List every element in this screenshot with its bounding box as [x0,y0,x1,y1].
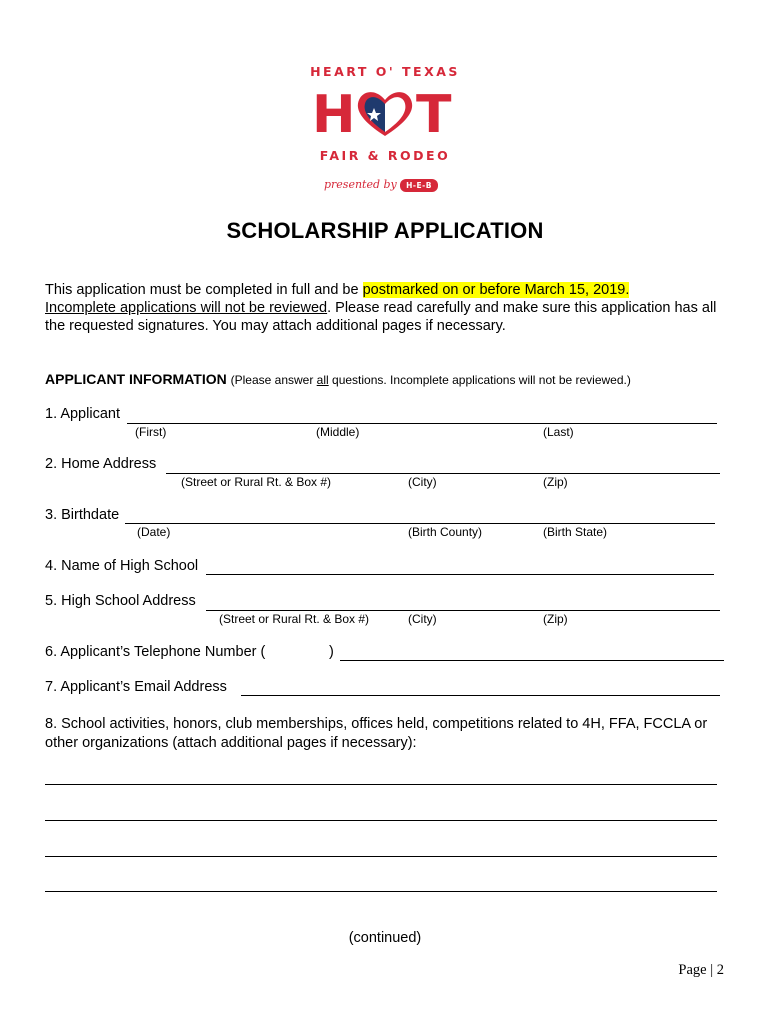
intro-text-2: . Please read carefully and make sure this application has all the requested signatures. You may attach additional pages if necessary. [45,300,717,334]
telephone-close-paren: ) [329,644,334,660]
birthdate-label: 3. Birthdate [45,507,120,523]
school-zip-caption: (Zip) [543,612,568,626]
school-street-caption: (Street or Rural Rt. & Box #) [219,612,370,626]
note-text-1: (Please answer [230,373,317,387]
birth-county-caption: (Birth County) [408,525,483,539]
telephone-field[interactable] [340,660,724,661]
applicant-label: 1. Applicant [45,406,120,422]
birthdate-field[interactable] [125,523,715,524]
intro-paragraph [45,281,735,335]
home-city-caption: (City) [408,475,437,489]
page-title: SCHOLARSHIP APPLICATION [226,218,544,243]
activities-line-1[interactable] [45,784,717,785]
logo-bottom-text: FAIR & RODEO [319,148,451,163]
school-city-caption: (City) [408,612,437,626]
continued-note: (continued) [348,930,422,946]
last-name-caption: (Last) [543,425,574,439]
home-address-label: 2. Home Address [45,456,157,472]
intro-text-1: This application must be completed in full and be [45,282,363,298]
presented-by-text: presented by [324,178,397,191]
section-note [231,373,631,387]
logo-letter-t: T [416,86,452,138]
incomplete-warning: Incomplete applications will not be reviewed [45,300,328,316]
page-number: Page | 2 [678,962,724,978]
logo-top-text: HEART O' TEXAS [310,64,460,79]
note-all: all [316,373,329,387]
email-field[interactable] [241,695,720,696]
applicant-name-field[interactable] [127,423,717,424]
home-address-field[interactable] [166,473,720,474]
high-school-field[interactable] [206,574,714,575]
activities-line-4[interactable] [45,891,717,892]
high-school-address-field[interactable] [206,610,720,611]
first-name-caption: (First) [135,425,167,439]
middle-name-caption: (Middle) [316,425,360,439]
deadline-highlight: postmarked on or before March 15, 2019. [362,282,630,298]
high-school-address-label: 5. High School Address [45,593,196,609]
activities-label: 8. School activities, honors, club memberships, offices held, competitions related to 4H, FFA, FCCLA or other organizations (attach additional pages if necessary): [45,716,708,751]
date-caption: (Date) [137,525,171,539]
activities-line-3[interactable] [45,856,717,857]
hot-heart-emblem [310,86,460,138]
heb-logo: H-E-B [400,179,438,192]
section-heading [45,371,631,387]
birth-state-caption: (Birth State) [543,525,608,539]
high-school-label: 4. Name of High School [45,558,199,574]
home-street-caption: (Street or Rural Rt. & Box #) [181,475,332,489]
email-label: 7. Applicant’s Email Address [45,679,227,695]
heart-o-texas-logo [300,58,470,200]
section-title: APPLICANT INFORMATION [45,371,227,387]
activities-line-2[interactable] [45,820,717,821]
home-zip-caption: (Zip) [543,475,568,489]
logo-letter-h: H [312,86,356,138]
telephone-label: 6. Applicant’s Telephone Number ( [45,644,266,660]
note-text-2: questions. Incomplete applications will not be reviewed.) [328,373,631,387]
